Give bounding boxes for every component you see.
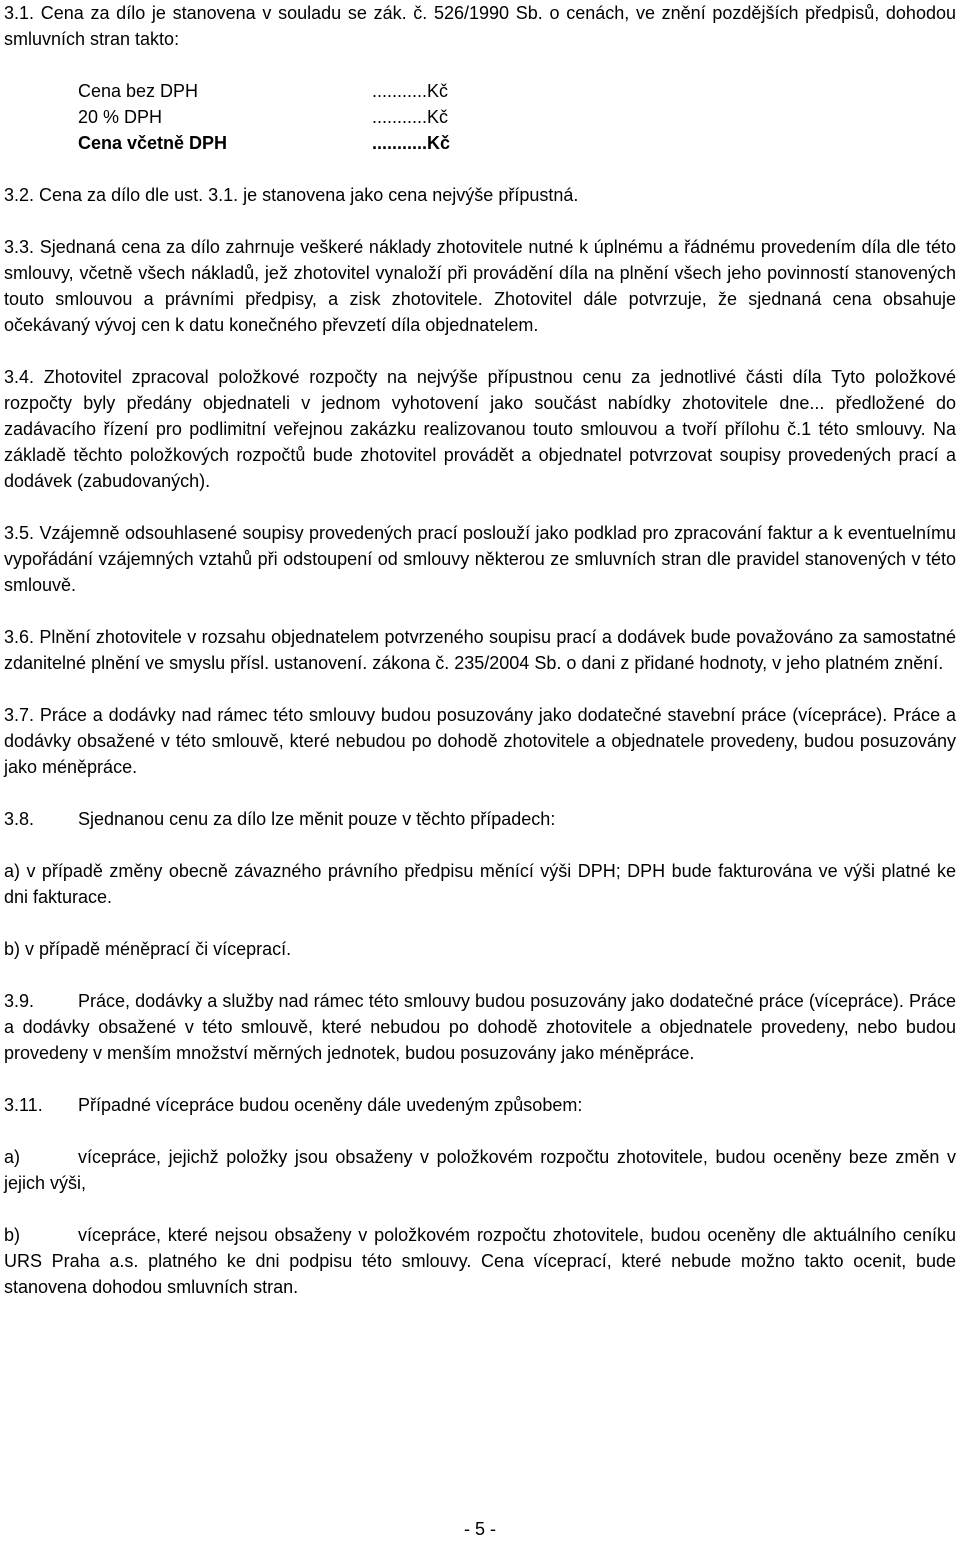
price-row-vat	[78, 104, 956, 130]
price-row-with-vat	[78, 130, 956, 156]
clause-3-3: 3.3. Sjednaná cena za dílo zahrnuje veškeré náklady zhotovitele nutné k úplnému a řádnému provedením díla dle této smlouvy, včetně všech nákladů, jež zhotovitel vynaloží při provádění díla na plnění všech jeho povinností stanovených touto smlouvou a právními předpisy, a zisk zhotovitele. Zhotovitel dále potvrzuje, že sjednaná cena obsahuje očekávaný vývoj cen k datu konečného převzetí díla objednatelem.	[4, 237, 956, 335]
clause-number: 3.11.	[4, 1095, 43, 1115]
clause-3-11-a	[4, 1144, 956, 1196]
clause-number: 3.8.	[4, 809, 35, 829]
clause-3-8-a: a) v případě změny obecně závazného právního předpisu měnící výši DPH; DPH bude fakturována ve výši platné ke dni fakturace.	[4, 861, 956, 907]
clause-3-4: 3.4. Zhotovitel zpracoval položkové rozpočty na nejvýše přípustnou cenu za jednotlivé části díla Tyto položkové rozpočty byly předány objednateli v jednom vyhotovení jako součást nabídky zhotovitele dne... předložené do zadávacího řízení pro podlimitní veřejnou zakázku realizovanou touto smlouvou a tvoří přílohu č.1 této smlouvy. Na základě těchto položkových rozpočtů bude zhotovitel provádět a objednatel potvrzovat soupisy provedených prací a dodávek (zabudovaných).	[4, 367, 956, 491]
clause-number: 3.9.	[4, 991, 35, 1011]
clause-3-2: 3.2. Cena za dílo dle ust. 3.1. je stanovena jako cena nejvýše přípustná.	[4, 185, 579, 205]
item-text: vícepráce, které nejsou obsaženy v položkovém rozpočtu zhotovitele, budou oceněny dle aktuálního ceníku URS Praha a.s. platného ke dni podpisu této smlouvy. Cena víceprací, které nebude možno takto ocenit, bude stanovena dohodou smluvních stran.	[4, 1225, 956, 1297]
clause-text: Práce, dodávky a služby nad rámec této smlouvy budou posuzovány jako dodatečné práce (vícepráce). Práce a dodávky obsažené v této smlouvě, které nebudou po dohodě zhotovitele a objednatele provedeny, nebo budou provedeny v menším množství měrných jednotek, budou posuzovány jako méněpráce.	[4, 991, 956, 1063]
price-value: ...........Kč	[372, 107, 449, 127]
item-letter: a)	[4, 1147, 21, 1167]
clause-3-5: 3.5. Vzájemně odsouhlasené soupisy provedených prací poslouží jako podklad pro zpracování faktur a k eventuelnímu vypořádání vzájemných vztahů při odstoupení od smlouvy některou ze smluvních stran dle pravidel stanovených v této smlouvě.	[4, 523, 956, 595]
clause-3-9	[4, 988, 956, 1066]
page-number: - 5 -	[463, 1519, 496, 1539]
clause-3-8-b: b) v případě méněprací či víceprací.	[4, 939, 292, 959]
clause-3-8	[4, 806, 956, 832]
clause-text: Případné vícepráce budou oceněny dále uvedeným způsobem:	[78, 1095, 583, 1115]
item-text: vícepráce, jejichž položky jsou obsaženy v položkovém rozpočtu zhotovitele, budou oceněny beze změn v jejich výši,	[4, 1147, 956, 1193]
clause-3-7: 3.7. Práce a dodávky nad rámec této smlouvy budou posuzovány jako dodatečné stavební práce (vícepráce). Práce a dodávky obsažené v této smlouvě, které nebudou po dohodě zhotovitele a objednatele provedeny, budou posuzovány jako méněpráce.	[4, 705, 956, 777]
price-label: 20 % DPH	[78, 107, 163, 127]
price-value: ...........Kč	[372, 81, 449, 101]
item-letter: b)	[4, 1225, 21, 1245]
clause-3-11	[4, 1092, 956, 1118]
document-page	[4, 0, 956, 1300]
clause-text: Sjednanou cenu za dílo lze měnit pouze v těchto případech:	[78, 809, 556, 829]
price-value: ...........Kč	[372, 133, 451, 153]
clause-3-6: 3.6. Plnění zhotovitele v rozsahu objednatelem potvrzeného soupisu prací a dodávek bude považováno za samostatné zdanitelné plnění ve smyslu přísl. ustanovení. zákona č. 235/2004 Sb. o dani z přidané hodnoty, v jeho platném znění.	[4, 627, 956, 673]
clause-3-1: 3.1. Cena za dílo je stanovena v souladu se zák. č. 526/1990 Sb. o cenách, ve znění pozdějších předpisů, dohodou smluvních stran takto:	[4, 3, 956, 49]
price-row-without-vat	[78, 78, 956, 104]
price-table	[78, 78, 956, 156]
price-label: Cena včetně DPH	[78, 133, 228, 153]
price-label: Cena bez DPH	[78, 81, 199, 101]
clause-3-11-b	[4, 1222, 956, 1300]
